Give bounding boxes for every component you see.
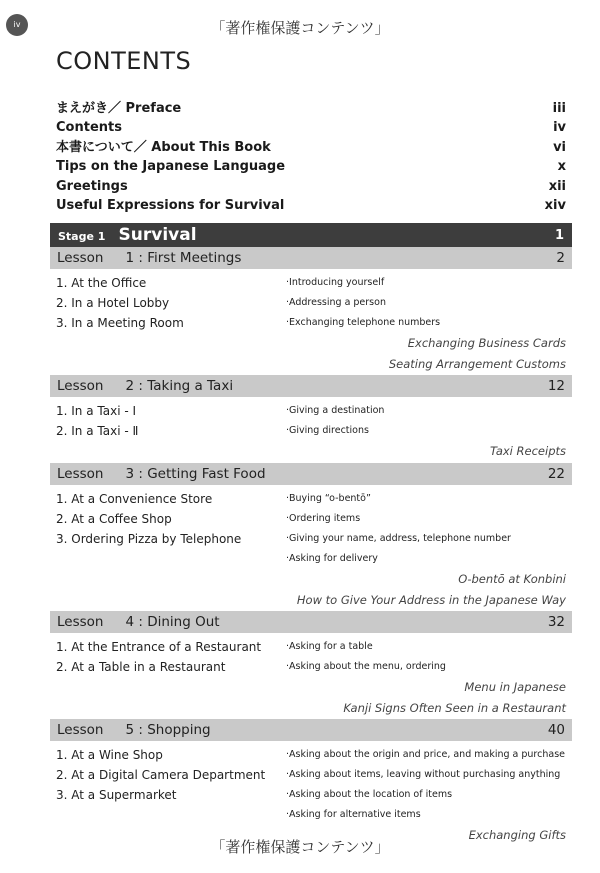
goal-item: ·Asking about the origin and price, and making a purchase (286, 749, 565, 760)
goal-list (286, 745, 565, 825)
scene-item: 2. In a Taxi - Ⅱ (56, 424, 139, 438)
culture-note-list (343, 677, 566, 718)
goal-item: ·Addressing a person (286, 297, 386, 308)
front-matter-row[interactable] (56, 196, 566, 215)
scene-item: 3. At a Supermarket (56, 788, 177, 802)
scene-list (56, 273, 184, 333)
entry-page: iii (552, 101, 566, 116)
scene-item: 3. Ordering Pizza by Telephone (56, 532, 242, 546)
culture-note-list (490, 441, 566, 462)
lesson-page: 22 (547, 466, 565, 482)
lesson-section (50, 247, 572, 371)
scene-item: 1. In a Taxi - Ⅰ (56, 404, 137, 418)
goal-item: ·Asking for delivery (286, 553, 378, 564)
lesson-page: 40 (547, 722, 565, 738)
stage-label: Stage 1 (58, 230, 106, 243)
goal-item: ·Asking for a table (286, 641, 373, 652)
entry-label: Useful Expressions for Survival (56, 197, 285, 213)
front-matter-row[interactable] (56, 118, 566, 137)
goal-item: ·Introducing yourself (286, 277, 385, 288)
front-matter-row[interactable] (56, 138, 566, 157)
copyright-watermark-top: 「著作権保護コンテンツ」 (210, 19, 390, 37)
goal-list (286, 637, 446, 677)
scene-list (56, 745, 265, 805)
lesson-title: : Shopping (138, 722, 211, 738)
lesson-word: Lesson (57, 250, 104, 266)
entry-label: Tips on the Japanese Language (56, 159, 286, 175)
front-matter-row[interactable] (56, 99, 566, 118)
front-matter-row[interactable] (56, 177, 566, 196)
goal-list (286, 401, 384, 441)
lesson-header[interactable] (50, 247, 572, 269)
lesson-header[interactable] (50, 463, 572, 485)
culture-note-list (297, 569, 566, 610)
culture-note: Seating Arrangement Customs (388, 356, 566, 371)
scene-item: 1. At a Wine Shop (56, 748, 163, 762)
entry-page: iv (553, 120, 566, 136)
culture-note: How to Give Your Address in the Japanese Way (296, 592, 566, 607)
goal-item: ·Asking about items, leaving without purchasing anything (286, 769, 561, 780)
page-number-badge: iv (6, 14, 28, 36)
lesson-title: : Getting Fast Food (138, 466, 266, 482)
goal-item: ·Ordering items (286, 513, 361, 524)
entry-label: 本書について／ About This Book (56, 139, 271, 155)
entry-page: x (557, 159, 566, 175)
stage-title: Survival (118, 225, 197, 245)
culture-note: Taxi Receipts (490, 444, 566, 458)
culture-note-list (389, 333, 566, 374)
culture-note: O-bentō at Konbini (458, 572, 566, 586)
scene-item: 3. In a Meeting Room (56, 316, 184, 330)
scene-list (56, 489, 241, 549)
lesson-section (50, 719, 572, 842)
entry-page: xiv (544, 197, 566, 213)
scene-item: 1. At a Convenience Store (56, 492, 213, 506)
goal-item: ·Giving directions (286, 425, 369, 436)
lesson-number: 1 (125, 250, 135, 266)
lesson-page: 2 (556, 250, 565, 266)
entry-label: まえがき／ Preface (56, 101, 182, 116)
scene-item: 1. At the Office (56, 276, 147, 290)
goal-item: ·Exchanging telephone numbers (286, 317, 441, 328)
copyright-watermark-bottom: 「著作権保護コンテンツ」 (210, 838, 390, 856)
stage-page: 1 (554, 227, 564, 243)
goal-item: ·Buying “o-bentō” (286, 493, 371, 504)
scene-item: 2. At a Coffee Shop (56, 512, 172, 526)
entry-label: Greetings (56, 178, 128, 194)
lesson-page: 32 (547, 614, 565, 630)
lesson-number: 2 (125, 378, 135, 394)
lesson-word: Lesson (57, 614, 104, 630)
stage-header[interactable] (50, 223, 572, 247)
culture-note: Exchanging Business Cards (407, 336, 566, 350)
goal-item: ·Asking about the menu, ordering (286, 661, 446, 672)
lesson-title: : First Meetings (138, 250, 242, 266)
scene-item: 2. At a Table in a Restaurant (56, 660, 226, 674)
culture-note: Kanji Signs Often Seen in a Restaurant (343, 700, 566, 715)
lesson-number: 3 (125, 466, 135, 482)
entry-page: vi (553, 139, 566, 155)
goal-item: ·Asking about the location of items (286, 789, 453, 800)
front-matter-list (56, 99, 566, 215)
lesson-word: Lesson (57, 722, 104, 738)
goal-list (286, 489, 511, 569)
lesson-section (50, 375, 572, 458)
goal-item: ·Asking for alternative items (286, 809, 421, 820)
scene-item: 1. At the Entrance of a Restaurant (56, 640, 262, 654)
culture-note: Menu in Japanese (464, 680, 566, 694)
lesson-header[interactable] (50, 375, 572, 397)
scene-item: 2. In a Hotel Lobby (56, 296, 170, 310)
lesson-word: Lesson (57, 378, 104, 394)
lesson-word: Lesson (57, 466, 104, 482)
lesson-section (50, 611, 572, 715)
culture-note: Exchanging Gifts (468, 828, 566, 842)
scene-list (56, 637, 261, 677)
scene-item: 2. At a Digital Camera Department (56, 768, 266, 782)
goal-list (286, 273, 440, 333)
lesson-number: 4 (125, 614, 135, 630)
lesson-title: : Taking a Taxi (138, 378, 234, 394)
entry-page: xii (548, 178, 566, 194)
lesson-title: : Dining Out (138, 614, 220, 630)
scene-list (56, 401, 138, 441)
lesson-number: 5 (125, 722, 135, 738)
goal-item: ·Giving a destination (286, 405, 385, 416)
lesson-header[interactable] (50, 611, 572, 633)
lesson-page: 12 (547, 378, 565, 394)
page-title: CONTENTS (56, 47, 192, 75)
entry-label: Contents (56, 120, 122, 136)
front-matter-row[interactable] (56, 157, 566, 176)
lesson-section (50, 463, 572, 607)
lesson-header[interactable] (50, 719, 572, 741)
goal-item: ·Giving your name, address, telephone number (286, 533, 511, 544)
